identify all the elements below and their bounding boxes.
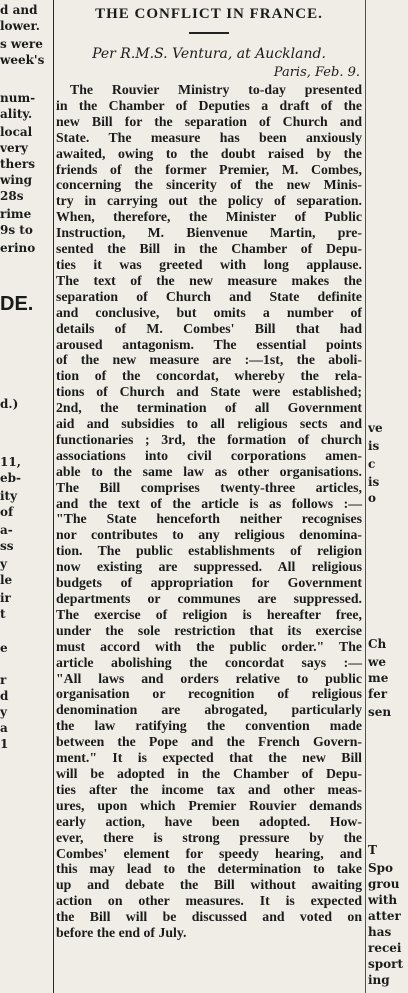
right-column-text: has [368,925,392,939]
left-column-text: 28s [0,189,24,203]
right-column-text: me [368,671,389,685]
article-line: new Bill for the separation of Church and [56,113,362,129]
article-line: this may lead to the determination to take [56,861,362,877]
article-line: between the Pope and the French Govern- [56,734,362,750]
right-column-text: atter [368,909,401,923]
article [56,4,362,941]
article-line: The text of the new measure makes the [56,272,362,288]
article-line: nor contributes to any religious denomina- [56,527,362,543]
right-column-text: fer [368,687,388,701]
article-line: Combes' element for speedy hearing, and [56,845,362,861]
article-line: aroused antagonism. The essential points [56,336,362,352]
article-line: tion of the concordat, whereby the rela- [56,368,362,384]
article-line: aid and subsidies to all religious sects and [56,416,362,432]
article-line: before the end of July. [56,925,187,941]
place-date: Paris, Feb. 9. [273,65,360,80]
right-column-text: is [368,475,380,489]
article-line: 2nd, the termination of all Government [56,400,362,416]
article-line: early action, have been adopted. How- [56,813,362,829]
right-column-text: Spo [368,861,394,875]
article-line: try in carrying out the policy of separation. [56,193,362,209]
left-column-text: ality. [0,107,33,121]
article-line: functionaries ; 3rd, the formation of church [56,431,362,447]
article-line: Instruction, M. Bienvenue Martin, pre- [56,225,362,241]
article-line: denomination are abrogated, particularly [56,702,362,718]
left-column-text: e [0,641,8,655]
article-line: friends of the former Premier, M. Combes, [56,161,362,177]
left-column-text: eb- [0,471,22,485]
article-line: The Bill comprises twenty-three articles, [56,479,362,495]
article-line: and the text of the article is as follows :— [56,495,362,511]
article-body [56,82,362,941]
article-line: action on other measures. It is expected [56,893,362,909]
right-column-text: T [368,843,377,857]
left-column-text: very [0,141,28,155]
article-line: separation of Church and State definite [56,288,362,304]
article-line: budgets of appropriation for Government [56,575,362,591]
right-column-text: ve [368,421,383,435]
column-rule-left [53,0,54,993]
right-column-text: with [368,893,398,907]
article-line: the law ratifying the convention made [56,718,362,734]
left-column-text: of [0,505,14,519]
headline-divider [189,32,229,34]
right-column-text: grou [368,877,400,891]
left-column-text: y [0,705,7,719]
article-line: must accord with the public order." The [56,638,362,654]
left-column-fragment [0,0,52,993]
right-column-text: ing [368,973,390,987]
article-line: The exercise of religion is hereafter free, [56,606,362,622]
article-line: The Rouvier Ministry to-day presented [70,82,362,97]
article-line: associations into civil corporations amen- [56,447,362,463]
left-column-text: a [0,721,8,735]
article-line: ever, there is strong pressure by the [56,829,362,845]
article-line: details of M. Combes' Bill that had [56,320,362,336]
left-column-text: 11, [0,455,21,469]
article-line: awaited, owing to the doubt raised by the [56,145,362,161]
left-column-text: 9s to [0,223,33,237]
left-column-text: a- [0,523,13,537]
article-line: will be adopted in the Chamber of Depu- [56,765,362,781]
right-column-text: sport [368,957,404,971]
article-line: ures, upon which Premier Rouvier demands [56,797,362,813]
article-line: When, therefore, the Minister of Public [56,209,362,225]
right-column-text: is [368,439,380,453]
right-column-text: recei [368,941,402,955]
dateline: Per R.M.S. Ventura, at Auckland. [92,46,326,62]
article-line: under the sole restriction that its exercise [56,622,362,638]
article-line: tion. The public establishments of religion [56,543,362,559]
right-column-text: sen [368,705,392,719]
left-column-text: DE. [0,293,34,315]
left-column-text: s were [0,37,43,51]
article-line: of the new measure are :—1st, the aboli- [56,352,362,368]
article-line: "The State henceforth neither recognises [56,511,362,527]
left-column-text: ir [0,591,11,605]
headline: THE CONFLICT IN FRANCE. [95,6,323,22]
article-line: ties after the income tax and other meas- [56,781,362,797]
article-line: in the Chamber of Deputies a draft of the [56,97,362,113]
left-column-text: y [0,557,7,571]
right-column-text: we [368,655,386,669]
article-line: sented the Bill in the Chamber of Depu- [56,241,362,257]
article-line: able to the same law as other organisations. [56,463,362,479]
article-line: State. The measure has been anxiously [56,129,362,145]
left-column-text: 1 [0,737,9,751]
left-column-text: week's [0,53,45,67]
right-column-fragment [368,0,408,993]
left-column-text: r [0,673,7,687]
left-column-text: erino [0,241,36,255]
article-line: article abolishing the concordat says :— [56,654,362,670]
right-column-text: Ch [368,637,387,651]
left-column-text: rime [0,207,32,221]
article-line: concerning the sincerity of the new Minis- [56,177,362,193]
article-line: tions of Church and State were established; [56,384,362,400]
left-column-text: ss [0,539,14,553]
left-column-text: local [0,125,33,139]
left-column-text: lower. [0,19,40,33]
left-column-text: le [0,573,13,587]
column-rule-right [365,0,366,993]
left-column-text: t [0,607,6,621]
left-column-text: ity [0,489,18,503]
left-column-text: d.) [0,397,19,411]
article-line: now existing are suppressed. All religious [56,559,362,575]
right-column-text: c [368,457,376,471]
article-line: and conclusive, but omits a number of [56,304,362,320]
article-line: departments or communes are suppressed. [56,591,362,606]
article-line: up and debate the Bill without awaiting [56,877,362,893]
article-line: ties it was greeted with long applause. [56,256,362,272]
left-column-text: d and [0,3,38,17]
left-column-text: num- [0,91,36,105]
article-line: the Bill will be discussed and voted on [56,909,362,925]
right-column-text: o [368,491,377,505]
left-column-text: d [0,689,9,703]
left-column-text: thers [0,157,35,171]
article-line: organisation or recognition of religious [56,686,362,702]
article-line: ment." It is expected that the new Bill [56,750,362,766]
left-column-text: wing [0,173,33,187]
article-line: "All laws and orders relative to public [56,670,362,686]
